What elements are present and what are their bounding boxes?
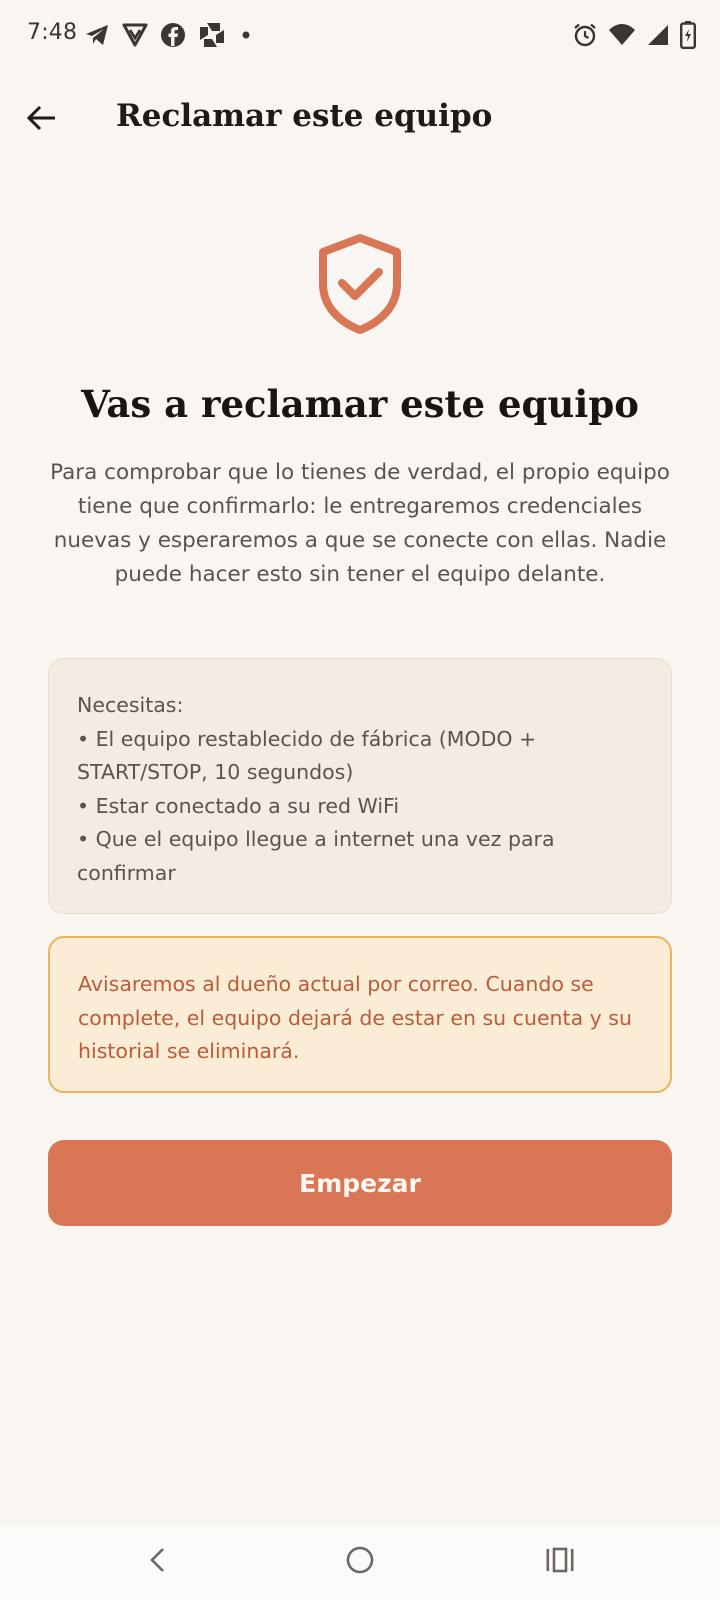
requirement-item: • Que el equipo llegue a internet una vez para confirmar — [77, 827, 555, 885]
battery-icon — [680, 21, 696, 49]
nav-back-button[interactable] — [130, 1538, 186, 1586]
vivaldi-icon — [122, 22, 148, 48]
warning-card — [48, 936, 672, 1093]
signal-icon — [646, 23, 670, 47]
back-button[interactable] — [16, 94, 68, 146]
wifi-icon — [608, 23, 636, 47]
nav-recents-icon — [545, 1547, 575, 1577]
start-button[interactable]: Empezar — [48, 1140, 672, 1226]
requirements-heading: Necesitas: — [77, 693, 184, 717]
status-time: 7:48 — [27, 20, 78, 45]
system-nav-bar — [0, 1526, 720, 1600]
arrow-left-icon — [26, 102, 58, 138]
facebook-icon — [160, 22, 186, 48]
shield-check-icon — [315, 232, 405, 336]
status-bar — [0, 0, 720, 72]
telegram-icon — [84, 23, 110, 47]
alarm-icon — [572, 22, 598, 48]
status-icons-right — [572, 21, 696, 49]
nav-home-button[interactable] — [332, 1538, 388, 1586]
app-bar — [0, 82, 720, 158]
nav-recents-button[interactable] — [532, 1538, 588, 1586]
nav-home-icon — [345, 1545, 375, 1579]
headline: Vas a reclamar este equipo — [81, 382, 639, 426]
page-title: Reclamar este equipo — [116, 98, 493, 134]
requirement-item: • El equipo restablecido de fábrica (MODO + START/STOP, 10 segundos) — [77, 726, 537, 784]
description-text: Para comprobar que lo tienes de verdad, el propio equipo tiene que confirmarlo: le entregaremos credenciales nuevas y esperaremos a que se conecte con ellas. Nadie puede hacer esto sin tener el equipo delante. — [50, 460, 670, 587]
warning-text: Avisaremos al dueño actual por correo. Cuando se complete, el equipo dejará de estar en su cuenta y su historial se eliminará. — [78, 972, 632, 1063]
nav-back-icon — [146, 1546, 170, 1578]
dot-icon — [238, 27, 254, 43]
requirements-card — [48, 658, 672, 914]
chase-icon — [198, 21, 226, 49]
requirement-item: • Estar conectado a su red WiFi — [77, 793, 400, 818]
status-icons-left — [84, 20, 254, 50]
